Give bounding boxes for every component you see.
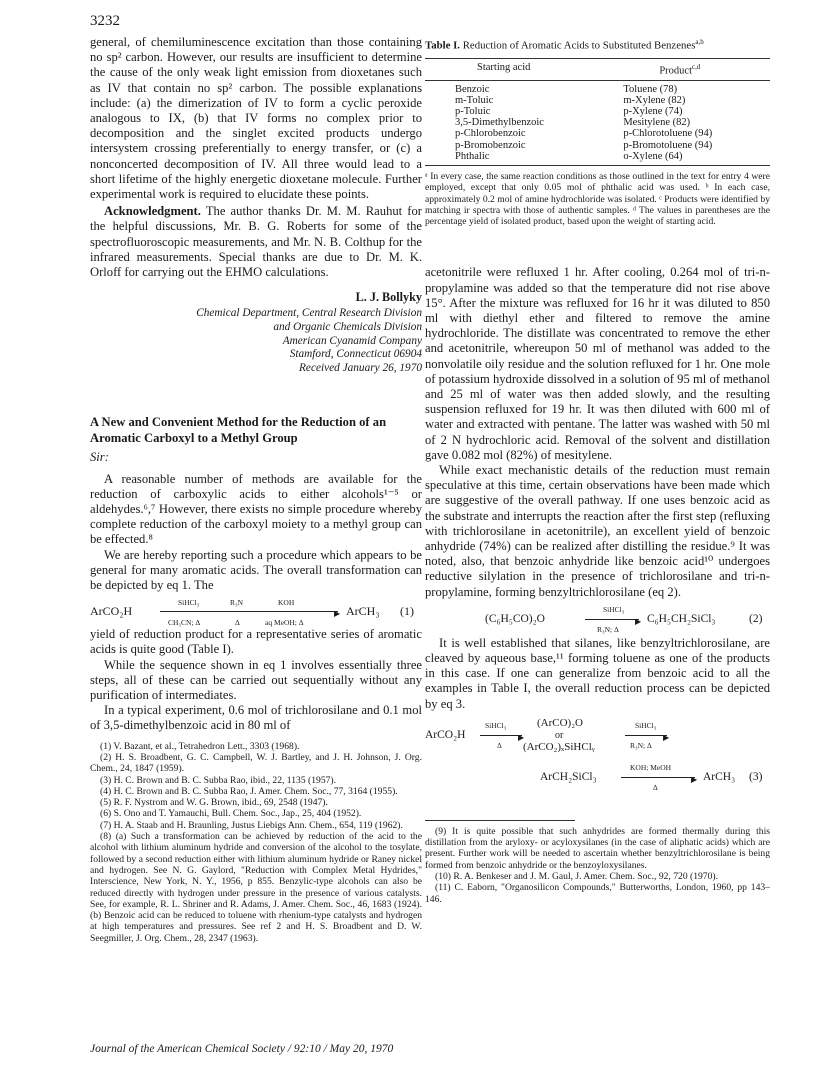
eq1-condition: Δ	[235, 618, 240, 628]
affiliation	[90, 307, 422, 375]
table-row	[425, 128, 770, 139]
article-title: A New and Convenient Method for the Reduction of an Aromatic Carboxyl to a Methyl Group	[90, 415, 387, 445]
table-row	[425, 80, 770, 95]
eq1-product: ArCH₃	[346, 604, 380, 619]
eq1-reagent: KOH	[278, 598, 295, 608]
table-cell: p-Xylene (74)	[623, 105, 683, 117]
table-row	[425, 106, 770, 117]
table-cell: 3,5-Dimethylbenzoic	[455, 117, 544, 129]
table-cell: Toluene (78)	[623, 83, 678, 95]
table-cell: p-Chlorotoluene (94)	[623, 128, 713, 140]
table-cell: o-Xylene (64)	[623, 150, 683, 162]
paragraph: A reasonable number of methods are available for the reduction of carboxylic acids to either alcohols¹⁻⁵ or aldehydes.⁶,⁷ However, there exists no simple procedure whereby complete reduction of the carboxyl moiety to a methyl group can be effected.⁸	[90, 471, 422, 547]
eq3-product: ArCH₃	[703, 770, 736, 783]
footnote: (6) S. Ono and T. Yamauchi, Bull. Chem. Soc., Jap., 25, 404 (1952).	[100, 808, 362, 820]
product-header: Product	[659, 65, 692, 77]
affiliation-line: and Organic Chemicals Division	[273, 321, 422, 334]
footnotes-left	[90, 741, 422, 944]
eq2-arrow	[585, 619, 639, 620]
paragraph: We are hereby reporting such a procedure which appears to be general for many aromatic acids. The overall transformation can be depicted by eq 1. The	[90, 547, 422, 593]
table-cell: Phthalic	[455, 150, 490, 162]
journal-footer: Journal of the American Chemical Society / 92:10 / May 20, 1970	[90, 1043, 394, 1055]
author-name: L. J. Bollyky	[355, 290, 422, 305]
received-date: Received January 26, 1970	[299, 361, 422, 374]
eq3-number: (3)	[749, 770, 763, 783]
equation-1	[90, 593, 422, 627]
footnote: (2) H. S. Broadbent, G. C. Campbell, W. J. Bartley, and J. H. Johnson, J. Org. Chem., 24, 1847 (1959).	[90, 751, 422, 775]
footnote-rule	[425, 820, 575, 821]
table-cell: Benzoic	[455, 83, 490, 95]
table-header-row	[425, 58, 770, 80]
eq2-product: C₆H₅CH₂SiCl₃	[647, 612, 716, 625]
eq1-reagent: R₃N	[230, 598, 244, 608]
eq3-intermediate: (ArCO)₂O	[537, 716, 583, 729]
equation-2	[425, 600, 770, 636]
table-cell: m-Toluic	[455, 94, 494, 106]
eq3-condition: R₃N; Δ	[630, 740, 652, 750]
footnote: (7) H. A. Staab and H. Braunling, Justus Liebigs Ann. Chem., 654, 119 (1962).	[100, 819, 403, 831]
table-row	[425, 95, 770, 106]
product-header-sup: c,d	[692, 62, 701, 71]
eq3-arrow-2	[625, 735, 667, 736]
eq3-silane: ArCH₂SiCl₃	[540, 770, 597, 783]
paragraph: It is well established that silanes, like benzyltrichlorosilane, are cleaved by aqueous base,¹¹ forming toluene as one of the products in this case. If one can generalize from benzoic acid to all the examples in Table I, the overall reduction process can be depicted by eq 3.	[425, 635, 770, 711]
table-cell: m-Xylene (82)	[623, 94, 686, 106]
footnote: (4) H. C. Brown and B. C. Subba Rao, J. Amer. Chem. Soc., 77, 3164 (1955).	[100, 785, 398, 797]
eq1-arrow	[160, 611, 338, 612]
eq3-intermediate: (ArCO₂)ₓSiHClᵧ	[523, 740, 595, 753]
table-cell: p-Bromobenzoic	[455, 139, 526, 151]
table-row	[425, 140, 770, 151]
eq1-condition: aq MeOH; Δ	[265, 618, 304, 628]
eq3-arrow-3	[621, 777, 695, 778]
arrow-head-icon: ▶	[663, 732, 670, 742]
footnote: (5) R. F. Nystrom and W. G. Brown, ibid., 69, 2548 (1947).	[100, 797, 328, 809]
table-header-cell	[613, 58, 770, 80]
eq3-arrow-1	[480, 735, 522, 736]
paragraph: In a typical experiment, 0.6 mol of trichlorosilane and 0.1 mol of 3,5-dimethylbenzoic acid in 80 ml of	[90, 703, 422, 733]
footnote: (1) V. Bazant, et al., Tetrahedron Lett., 3303 (1968).	[100, 740, 300, 752]
table-cell: p-Chlorobenzoic	[455, 128, 526, 140]
eq1-reactant: ArCO₂H	[90, 604, 133, 619]
eq3-reactant: ArCO₂H	[425, 728, 466, 741]
footnotes-right	[425, 826, 770, 905]
table-footnote: ᵃ In every case, the same reaction conditions as those outlined in the text for entry 4 were employed, except that only 0.05 mol of phthalic acid was used. ᵇ In each case, approximately 0.2 mol of amine hydrochloride was isolated. ᶜ Products were identified by matching ir spectra with those of authentic samples. ᵈ The values in parentheses are the percentage yield of isolated product, based upon the weight of starting acid.	[425, 170, 770, 228]
table-label: Table I.	[425, 39, 461, 52]
paragraph: While the sequence shown in eq 1 involves essentially three steps, all of these can be carried out sequentially without any purification of intermediates.	[90, 657, 422, 703]
arrow-head-icon: ▶	[334, 609, 341, 619]
eq3-reagent: SiHCl₃	[635, 720, 657, 730]
table-cell: p-Bromotoluene (94)	[623, 139, 713, 151]
arrow-head-icon: ▶	[691, 774, 698, 784]
ack-label: Acknowledgment.	[104, 204, 201, 219]
eq3-or: or	[555, 729, 564, 741]
footnote: (9) It is quite possible that such anhydrides are formed thermally during this distillation from the aryloxy- or acyloxysilanes (in the case of aliphatic acids) which are present. Further work will be needed to ascertain whether benzyltrichlorosilane is being formed from benzoic anhydride or the benzoyloxysilanes.	[425, 825, 770, 871]
footnote: (3) H. C. Brown and B. C. Subba Rao, ibid., 22, 1135 (1957).	[100, 774, 337, 786]
eq1-number: (1)	[400, 604, 414, 619]
table-header-cell: Starting acid	[477, 61, 531, 73]
eq2-reactant: (C₆H₅CO)₂O	[485, 612, 545, 625]
table-row	[425, 151, 770, 166]
equation-3	[425, 716, 770, 790]
table-1	[425, 35, 770, 227]
page-number: 3232	[90, 13, 120, 29]
eq1-condition: CH₃CN; Δ	[168, 618, 201, 628]
eq2-reagent: SiHCl₃	[603, 604, 625, 614]
table-caption-sup: a,b	[695, 38, 704, 46]
eq3-condition: Δ	[653, 782, 658, 792]
affiliation-line: American Cyanamid Company	[282, 334, 422, 347]
paragraph: yield of reduction product for a representative series of aromatic acids is quite good (Table I).	[90, 627, 422, 657]
table-cell: Mesitylene (82)	[623, 117, 691, 129]
eq3-reagent: SiHCl₃	[485, 720, 507, 730]
eq2-condition: R₃N; Δ	[597, 624, 619, 634]
arrow-head-icon: ▶	[635, 616, 642, 626]
affiliation-line: Stamford, Connecticut 06904	[289, 348, 422, 361]
left-column	[90, 35, 422, 944]
right-column	[425, 35, 770, 905]
acknowledgment	[90, 204, 422, 280]
eq3-reagent: KOH; MeOH	[630, 762, 672, 772]
arrow-head-icon: ▶	[518, 732, 525, 742]
eq1-reagent: SiHCl₃	[178, 598, 200, 608]
ack-text: The author thanks Dr. M. M. Rauhut for the helpful discussions, Mr. B. G. Roberts for some of the spectrofluoroscopic measurements, and Mr. N. B. Colthup for the infrared measurements. Special thanks are due to Dr. M. K. Orloff for carrying out the EHMO calculations.	[90, 204, 422, 280]
table-row	[425, 117, 770, 128]
paragraph: acetonitrile were refluxed 1 hr. After cooling, 0.264 mol of tri-n-propylamine was added so that the temperature did not rise above 15°. After the mixture was refluxed for 16 hr it was diluted to 850 ml with diethyl ether and filtered to remove the amine hydrochloride. The distillate was concentrated to remove the ether and acetonitrile, whereupon 50 ml of methanol was added to the nonvolatile oily residue and the solution refluxed for 1 hr. One mole of potassium hydroxide dissolved in a solution of 95 ml of methanol and 25 ml of water was then added slowly, and the resulting suspension refluxed for 19 hr. It was then diluted with 600 ml of water and extracted with pentane. The latter was washed with 50 ml of 2 N hydrochloric acid. Removal of the solvent and distillation gave 0.082 mol (82%) of mesitylene.	[425, 265, 770, 462]
footnote: (10) R. A. Benkeser and J. M. Gaul, J. Amer. Chem. Soc., 92, 720 (1970).	[435, 871, 718, 883]
table-title	[425, 35, 770, 54]
eq2-number: (2)	[749, 612, 763, 625]
table-body	[425, 58, 770, 166]
eq3-condition: Δ	[497, 740, 502, 750]
table-caption: Reduction of Aromatic Acids to Substituted Benzenes	[460, 39, 696, 52]
salutation: Sir:	[90, 450, 109, 465]
footnote: (8) (a) Such a transformation can be achieved by reduction of the acid to the alcohol with lithium aluminum hydride and conversion of the alcohol to the tosylate, followed by a second reduction either with lithium aluminum hydride or Raney nickel and hydrogen. See N. G. Gaylord, "Reduction with Complex Metal Hydrides," Interscience, New York, N. Y., 1956, p 855. Benzylic-type alcohols can also be reduced directly with hydrogen under pressure in the presence of various catalysts. See, for example, R. L. Shriner and R. Adams, J. Amer. Chem. Soc., 46, 1683 (1924). (b) Benzoic acid can be reduced to toluene with rhenium-type catalysts and hydrogen at high temperatures and pressures. See ref 2 and H. S. Broadbent and D. W. Seegmiller, J. Org. Chem., 28, 2347 (1963).	[90, 831, 422, 944]
intro-paragraph: general, of chemiluminescence excitation than those containing no sp² carbon. However, our results are insufficient to determine the cause of the only weak light emission from dioxetanes such as IV that contain no sp² carbon. The possible explanations include: (a) the dimerization of IV to form a cyclic peroxide analogous to IX, (b) that IV forms no complex prior to decomposition and the singlet excited products undergo intersystem crossing preferentially to energy transfer, or (c) a nonconcerted decomposition of IV. All three would lead to a short lifetime of the highly energetic dioxetane molecule. Further experimental work is required to elucidate these points.	[90, 35, 422, 202]
paragraph: While exact mechanistic details of the reduction must remain speculative at this time, certain observations have been made which are suggestive of the overall pathway. If one uses benzoic acid as the substrate and interrupts the reaction after the first step (refluxing with trichlorosilane in acetonitrile), an excellent yield of benzoic anhydride (74%) can be realized after distilling the residue.⁹ It was noted, also, that benzoic anhydride like benzoic acid¹⁰ undergoes reductive silylation in the presence of trichlorosilane and tri-n-propylamine, forming benzyltrichlorosilane (eq 2).	[425, 463, 770, 599]
table-cell: p-Toluic	[455, 105, 491, 117]
affiliation-line: Chemical Department, Central Research Division	[196, 307, 422, 320]
footnote: (11) C. Eaborn, "Organosilicon Compounds," Butterworths, London, 1960, pp 143–146.	[425, 882, 770, 905]
